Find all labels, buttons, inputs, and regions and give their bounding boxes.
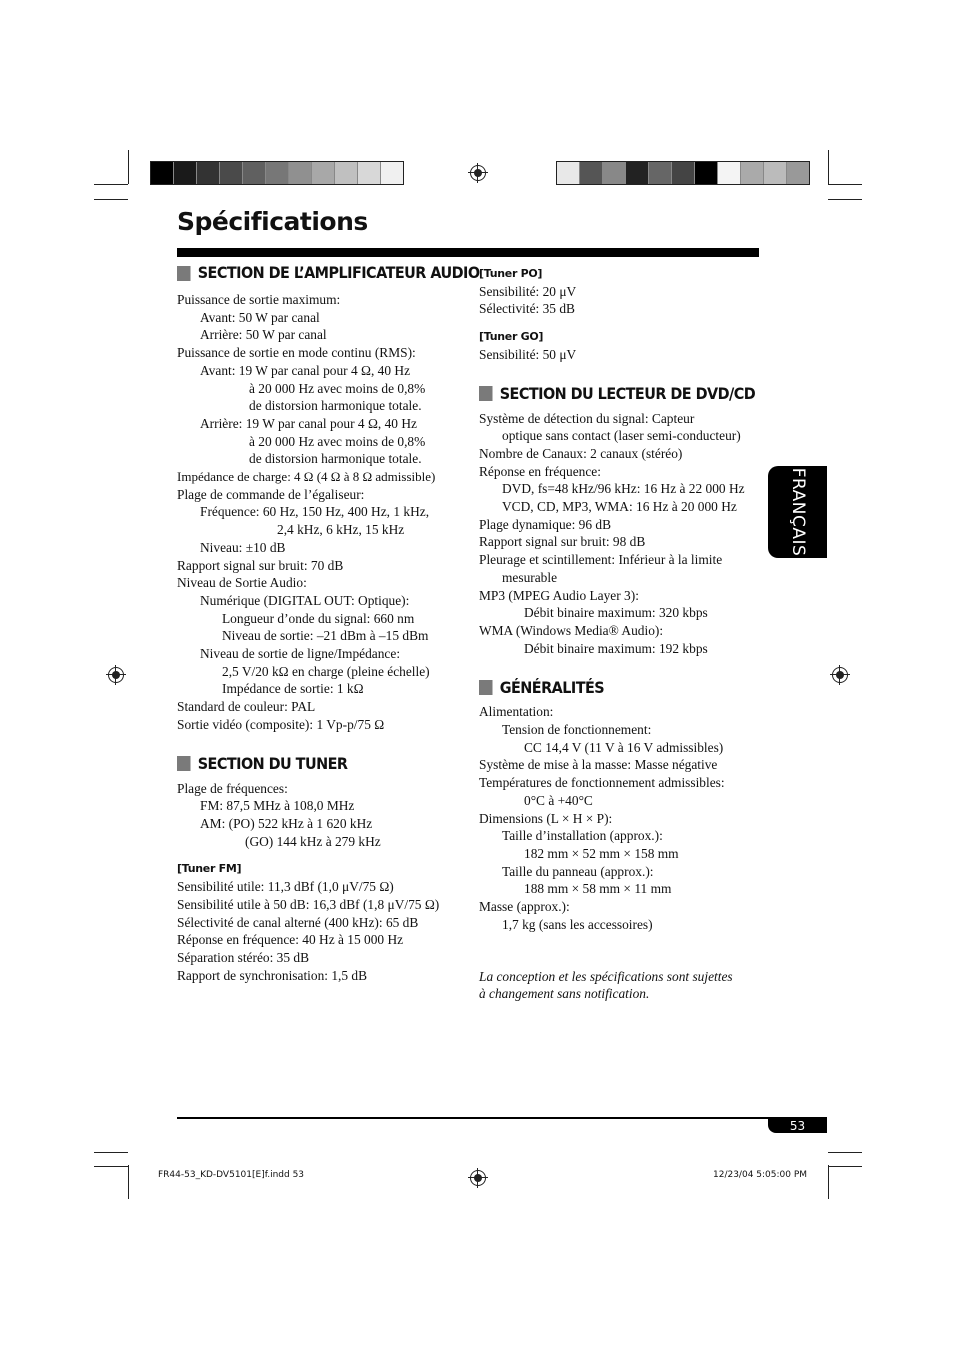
spec-line: Taille d’installation (approx.):: [502, 828, 663, 844]
spec-line: Plage de commande de l’égaliseur:: [177, 486, 365, 502]
color-calibration-bar: [150, 161, 404, 185]
registration-mark-icon: [832, 667, 848, 683]
crop-mark: [94, 1152, 128, 1153]
spec-line: AM: (PO) 522 kHz à 1 620 kHz: [200, 815, 373, 831]
spec-line: 0°C à +40°C: [524, 792, 593, 808]
section-square-icon: [479, 680, 493, 695]
spec-line: Impédance de charge: 4 Ω (4 Ω à 8 Ω admissible): [177, 469, 436, 485]
section-heading-amplifier: [177, 263, 480, 283]
spec-line: Sensibilité: 20 μV: [479, 283, 577, 299]
registration-mark-icon: [470, 1170, 486, 1186]
spec-line: Nombre de Canaux: 2 canaux (stéréo): [479, 445, 683, 461]
spec-line: Alimentation:: [479, 704, 554, 720]
section-heading-tuner: [177, 754, 480, 774]
spec-line: Sensibilité utile: 11,3 dBf (1,0 μV/75 Ω): [177, 879, 394, 895]
spec-line: mesurable: [502, 569, 558, 585]
page-number: 53: [768, 1119, 827, 1133]
spec-line: Avant: 19 W par canal pour 4 Ω, 40 Hz: [200, 362, 411, 378]
section-square-icon: [177, 266, 191, 281]
spec-line: Longueur d’onde du signal: 660 nm: [222, 610, 415, 626]
spec-line: Arrière: 50 W par canal: [200, 327, 327, 343]
spec-line: Rapport signal sur bruit: 98 dB: [479, 534, 646, 550]
spec-line: 2,5 V/20 kΩ en charge (pleine échelle): [222, 663, 430, 679]
spec-line: Séparation stéréo: 35 dB: [177, 949, 310, 965]
spec-line: Plage dynamique: 96 dB: [479, 516, 612, 532]
spec-line: VCD, CD, MP3, WMA: 16 Hz à 20 000 Hz: [502, 499, 737, 515]
language-tab: [768, 466, 827, 558]
crop-mark: [828, 1166, 862, 1167]
spec-line: Niveau de sortie de ligne/Impédance:: [200, 646, 401, 662]
spec-line: Arrière: 19 W par canal pour 4 Ω, 40 Hz: [200, 415, 417, 431]
spec-line: Rapport de synchronisation: 1,5 dB: [177, 967, 368, 983]
crop-mark: [828, 184, 862, 185]
spec-line: 1,7 kg (sans les accessoires): [502, 916, 653, 932]
spec-line: Réponse en fréquence:: [479, 463, 601, 479]
spec-line: optique sans contact (laser semi-conducteur): [502, 428, 741, 444]
spec-line: Puissance de sortie en mode continu (RMS):: [177, 345, 416, 361]
spec-line: Masse (approx.):: [479, 899, 570, 915]
spec-line: Débit binaire maximum: 320 kbps: [524, 605, 708, 621]
spec-line: de distorsion harmonique totale.: [249, 398, 422, 414]
spec-line: Puissance de sortie maximum:: [177, 292, 341, 307]
footnote: La conception et les spécifications sont sujettes: [479, 968, 733, 984]
footnote: à changement sans notification.: [479, 986, 650, 1002]
spec-line: MP3 (MPEG Audio Layer 3):: [479, 587, 639, 603]
section-heading-text: SECTION DU TUNER: [197, 753, 348, 773]
spec-line: à 20 000 Hz avec moins de 0,8%: [249, 433, 426, 449]
spec-line: Système de détection du signal: Capteur: [479, 410, 695, 426]
registration-mark-icon: [470, 165, 486, 181]
section-heading-text: GÉNÉRALITÉS: [499, 677, 605, 697]
spec-line: (GO) 144 kHz à 279 kHz: [245, 833, 381, 849]
crop-mark: [828, 1152, 862, 1153]
spec-line: Sélectivité: 35 dB: [479, 301, 575, 317]
crop-mark: [94, 1166, 128, 1167]
section-heading-text: SECTION DE L’AMPLIFICATEUR AUDIO: [197, 263, 480, 283]
spec-line: Taille du panneau (approx.):: [502, 863, 654, 879]
crop-mark: [94, 199, 128, 200]
spec-line: Sensibilité utile à 50 dB: 16,3 dBf (1,8 μV/75 Ω): [177, 896, 440, 912]
section-heading-dvd: [479, 384, 755, 404]
spec-line: Avant: 50 W par canal: [200, 309, 320, 325]
crop-mark: [828, 1165, 829, 1199]
spec-line: 2,4 kHz, 6 kHz, 15 kHz: [277, 522, 405, 538]
crop-mark: [828, 150, 829, 184]
right-column: [479, 265, 786, 1003]
spec-line: CC 14,4 V (11 V à 16 V admissibles): [524, 739, 724, 755]
section-heading-general: [479, 677, 755, 697]
spec-line: Sélectivité de canal alterné (400 kHz): 65 dB: [177, 914, 419, 930]
crop-mark: [94, 184, 128, 185]
crop-mark: [128, 1165, 129, 1199]
footer-timestamp: 12/23/04 5:05:00 PM: [713, 1170, 808, 1180]
spec-line: Températures de fonctionnement admissibles:: [479, 775, 725, 791]
section-square-icon: [479, 386, 493, 401]
spec-line: Standard de couleur: PAL: [177, 699, 316, 715]
spec-line: DVD, fs=48 kHz/96 kHz: 16 Hz à 22 000 Hz: [502, 481, 745, 497]
spec-line: de distorsion harmonique totale.: [249, 451, 422, 467]
spec-line: Niveau de Sortie Audio:: [177, 575, 307, 591]
subsection-label: [Tuner FM]: [177, 862, 242, 876]
spec-line: Niveau: ±10 dB: [200, 539, 286, 555]
subsection-label: [Tuner PO]: [479, 267, 543, 280]
spec-line: Impédance de sortie: 1 kΩ: [222, 681, 364, 697]
bottom-rule: [177, 1117, 827, 1119]
spec-line: Numérique (DIGITAL OUT: Optique):: [200, 592, 410, 608]
spec-line: FM: 87,5 MHz à 108,0 MHz: [200, 798, 355, 814]
spec-line: Dimensions (L × H × P):: [479, 810, 613, 826]
section-heading-text: SECTION DU LECTEUR DE DVD/CD: [499, 383, 756, 403]
spec-line: 182 mm × 52 mm × 158 mm: [524, 845, 679, 861]
spec-line: Sortie vidéo (composite): 1 Vp-p/75 Ω: [177, 716, 385, 732]
spec-line: Système de mise à la masse: Masse négative: [479, 757, 718, 773]
section-square-icon: [177, 756, 191, 771]
title-rule: [177, 248, 759, 257]
spec-line: Réponse en fréquence: 40 Hz à 15 000 Hz: [177, 932, 404, 948]
language-tab-label: FRANÇAIS: [787, 467, 808, 557]
crop-mark: [128, 150, 129, 184]
left-column: [177, 263, 513, 984]
footer-file-name: FR44-53_KD-DV5101[E]f.indd 53: [158, 1170, 305, 1180]
spec-line: Niveau de sortie: –21 dBm à –15 dBm: [222, 628, 429, 644]
registration-mark-icon: [108, 667, 124, 683]
spec-line: Plage de fréquences:: [177, 780, 288, 796]
spec-line: Rapport signal sur bruit: 70 dB: [177, 557, 344, 573]
crop-mark: [828, 199, 862, 200]
color-calibration-bar: [556, 161, 810, 185]
spec-line: Débit binaire maximum: 192 kbps: [524, 640, 708, 656]
spec-line: 188 mm × 58 mm × 11 mm: [524, 881, 672, 897]
spec-line: Tension de fonctionnement:: [502, 722, 652, 738]
spec-line: WMA (Windows Media® Audio):: [479, 622, 664, 638]
subsection-label: [Tuner GO]: [479, 330, 544, 344]
page-title: Spécifications: [177, 207, 368, 236]
spec-line: Fréquence: 60 Hz, 150 Hz, 400 Hz, 1 kHz,: [200, 504, 430, 520]
spec-line: Sensibilité: 50 μV: [479, 346, 577, 362]
spec-line: à 20 000 Hz avec moins de 0,8%: [249, 380, 426, 396]
spec-line: Pleurage et scintillement: Inférieur à la limite: [479, 552, 723, 568]
